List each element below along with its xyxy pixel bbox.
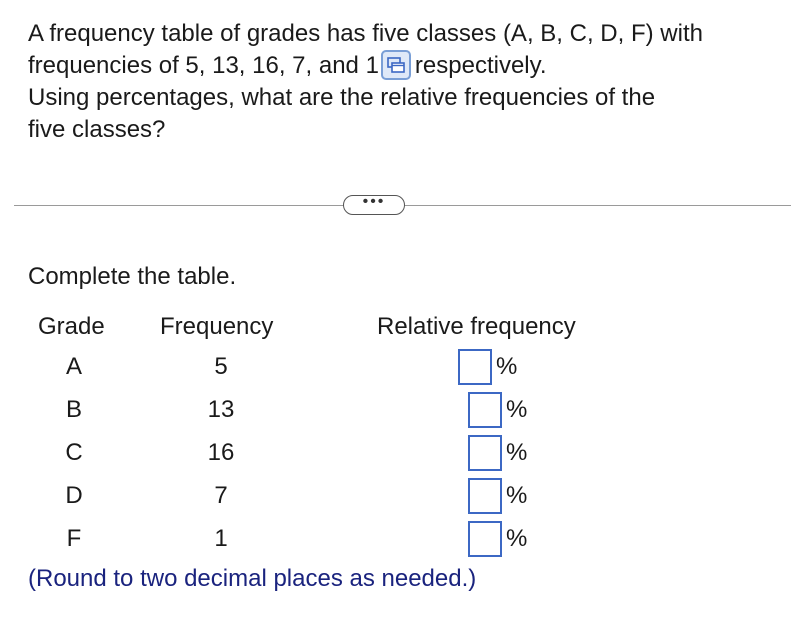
frequency-cell-d: 7	[214, 482, 228, 509]
relative-frequency-input-a[interactable]	[458, 349, 492, 385]
frequency-cell-a: 5	[214, 353, 228, 380]
frequency-cell-f: 1	[214, 525, 228, 552]
instruction-text: Complete the table.	[28, 263, 237, 290]
header-frequency: Frequency	[160, 313, 274, 340]
relative-frequency-input-c[interactable]	[468, 435, 502, 471]
copy-data-icon	[387, 56, 405, 74]
percent-sign-a: %	[496, 353, 518, 380]
relative-frequency-b	[468, 391, 527, 429]
relative-frequency-input-f[interactable]	[468, 521, 502, 557]
more-options-button[interactable]	[343, 195, 405, 215]
percent-sign-b: %	[506, 396, 528, 423]
question-line-2	[28, 50, 768, 82]
percent-sign-c: %	[506, 439, 528, 466]
header-grade: Grade	[38, 313, 105, 340]
relative-frequency-c	[468, 434, 527, 472]
rounding-note: (Round to two decimal places as needed.)	[28, 565, 477, 592]
grade-cell-d: D	[65, 482, 83, 509]
header-relative-frequency: Relative frequency	[377, 313, 576, 340]
frequency-cell-b: 13	[207, 396, 235, 423]
question-line-4: five classes?	[28, 116, 166, 143]
relative-frequency-input-b[interactable]	[468, 392, 502, 428]
grade-cell-f: F	[66, 525, 82, 552]
question-line-2-end: respectively.	[414, 52, 547, 79]
copy-data-button[interactable]	[381, 50, 411, 80]
grade-cell-b: B	[65, 396, 82, 423]
relative-frequency-a	[458, 348, 517, 386]
question-line-2-start: frequencies of 5, 13, 16, 7, and 1	[28, 52, 379, 79]
grade-cell-a: A	[65, 353, 82, 380]
relative-frequency-d	[468, 477, 527, 515]
question-text	[28, 18, 768, 146]
percent-sign-d: %	[506, 482, 528, 509]
grade-cell-c: C	[65, 439, 83, 466]
question-line-3: Using percentages, what are the relative frequencies of the	[28, 84, 656, 111]
frequency-cell-c: 16	[207, 439, 235, 466]
percent-sign-f: %	[506, 525, 528, 552]
question-line-1: A frequency table of grades has five classes (A, B, C, D, F) with	[28, 20, 703, 47]
ellipsis-icon: •••	[362, 193, 386, 210]
relative-frequency-f	[468, 520, 527, 558]
relative-frequency-input-d[interactable]	[468, 478, 502, 514]
